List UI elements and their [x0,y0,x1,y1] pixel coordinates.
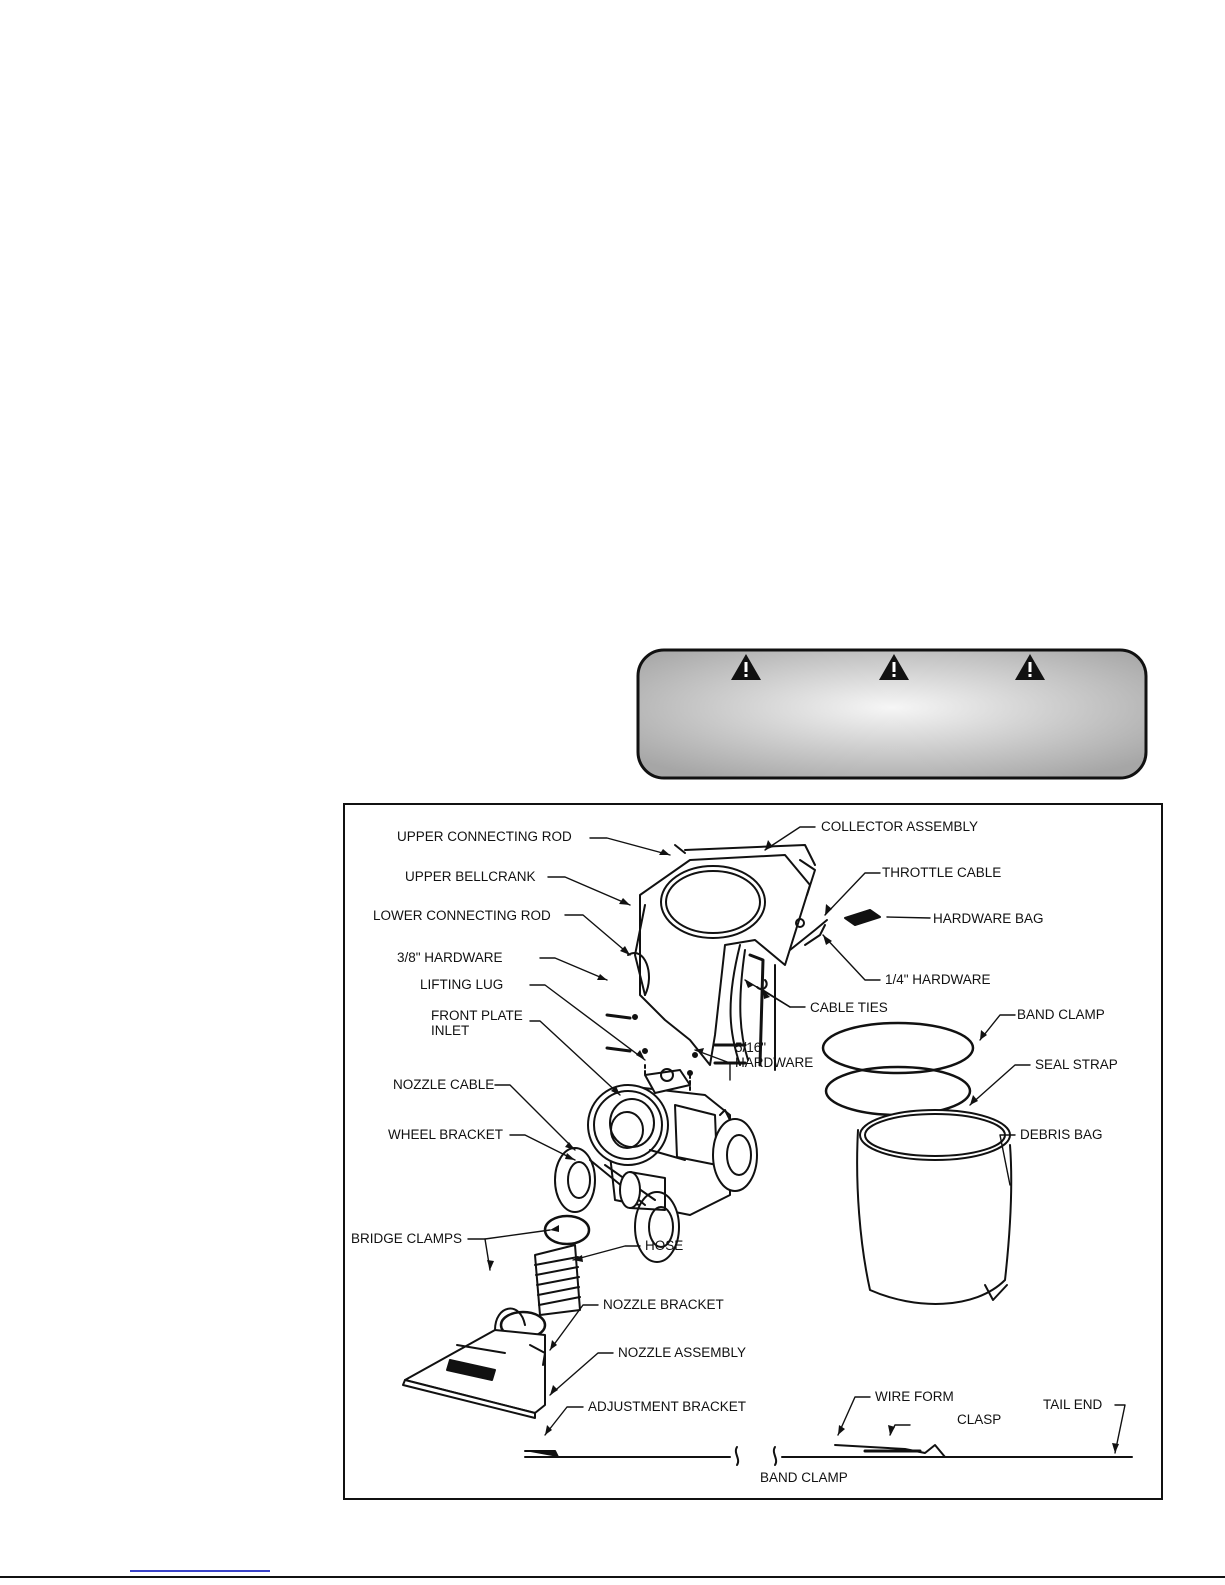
label-band-clamp-bottom: BAND CLAMP [760,1470,848,1485]
label-cable-ties: CABLE TIES [810,1000,888,1015]
label-5-16-hardware: HARDWARE [735,1055,814,1070]
collector-assembly-drawing [628,845,815,1070]
label-lifting-lug: LIFTING LUG [420,977,504,992]
label-bridge-clamps: BRIDGE CLAMPS [351,1231,463,1246]
label-front-plate: FRONT PLATE [431,1008,523,1023]
debris-bag-drawing [823,1023,1011,1304]
leader-arrowheads [487,840,1119,1453]
warning-panel-graphic [636,648,1148,780]
footer-link-underline[interactable] [130,1570,270,1572]
label-clasp: CLASP [957,1412,1002,1427]
label-tail-end: TAIL END [1043,1397,1103,1412]
label-upper-connecting-rod: UPPER CONNECTING ROD [397,829,572,844]
label-debris-bag: DEBRIS BAG [1020,1127,1103,1142]
label-nozzle-bracket: NOZZLE BRACKET [603,1297,724,1312]
label-wire-form: WIRE FORM [875,1389,954,1404]
band-clamp-detail-drawing [525,1445,1132,1465]
footer-rule [0,1576,1225,1578]
label-1-4-hardware: 1/4" HARDWARE [885,972,991,987]
label-hose: HOSE [645,1238,684,1253]
label-adjustment-bracket: ADJUSTMENT BRACKET [588,1399,747,1414]
label-collector-assembly: COLLECTOR ASSEMBLY [821,819,979,834]
label-seal-strap: SEAL STRAP [1035,1057,1118,1072]
parts-diagram [343,803,1163,1500]
label-inlet: INLET [431,1023,470,1038]
label-wheel-bracket: WHEEL BRACKET [388,1127,504,1142]
label-lower-connecting-rod: LOWER CONNECTING ROD [373,908,551,923]
label-throttle-cable: THROTTLE CABLE [882,865,1002,880]
label-5-16: 5/16" [735,1040,767,1055]
label-nozzle-cable: NOZZLE CABLE [393,1077,495,1092]
label-3-8-hardware: 3/8" HARDWARE [397,950,503,965]
warning-panel [636,648,1148,780]
label-nozzle-assembly: NOZZLE ASSEMBLY [618,1345,747,1360]
label-upper-bellcrank: UPPER BELLCRANK [405,869,536,884]
label-band-clamp-top: BAND CLAMP [1017,1007,1105,1022]
label-hardware-bag: HARDWARE BAG [933,911,1044,926]
